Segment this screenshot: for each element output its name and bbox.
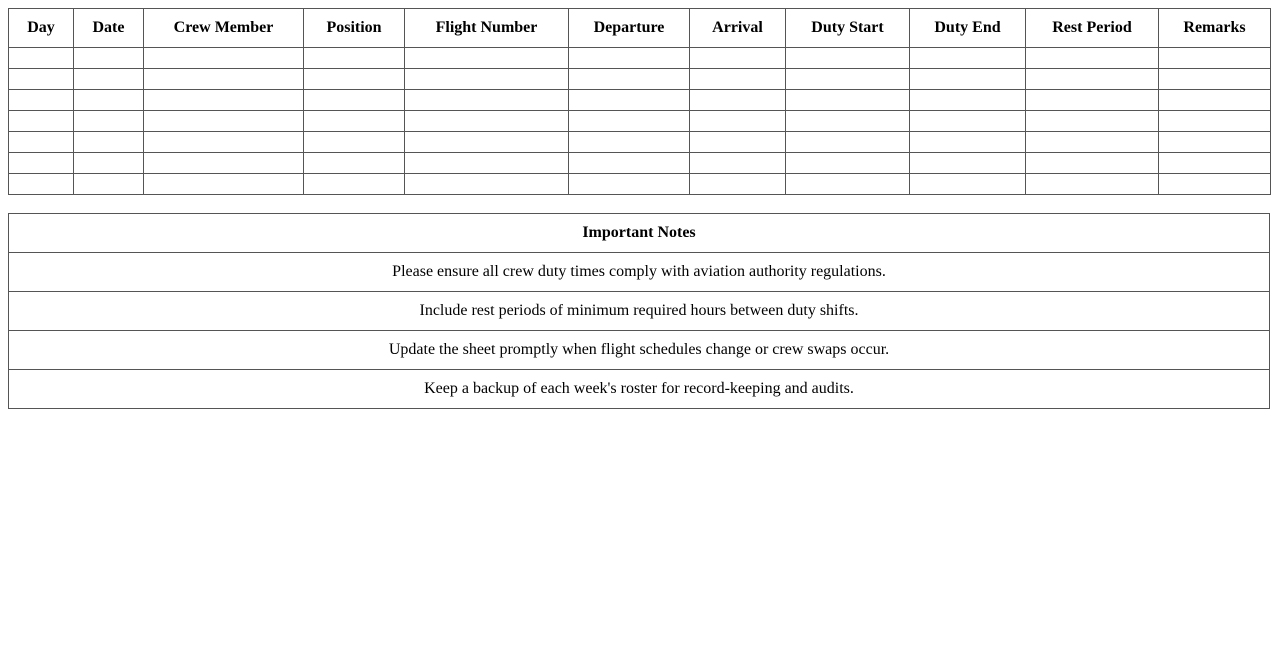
table-cell[interactable] [1159,174,1271,195]
table-cell[interactable] [910,174,1026,195]
table-cell[interactable] [1159,132,1271,153]
table-cell[interactable] [304,48,405,69]
header-duty-end: Duty End [910,9,1026,48]
table-cell[interactable] [74,90,144,111]
table-row [9,132,1271,153]
note-item: Include rest periods of minimum required hours between duty shifts. [9,292,1270,331]
table-cell[interactable] [9,111,74,132]
table-cell[interactable] [144,48,304,69]
table-cell[interactable] [304,174,405,195]
header-rest-period: Rest Period [1026,9,1159,48]
table-cell[interactable] [9,69,74,90]
table-cell[interactable] [304,90,405,111]
table-cell[interactable] [690,69,786,90]
table-cell[interactable] [690,111,786,132]
table-cell[interactable] [786,153,910,174]
table-cell[interactable] [144,90,304,111]
table-cell[interactable] [1026,90,1159,111]
important-notes-table [8,213,1270,409]
header-departure: Departure [569,9,690,48]
table-cell[interactable] [786,69,910,90]
table-cell[interactable] [304,153,405,174]
table-cell[interactable] [690,48,786,69]
table-cell[interactable] [1159,111,1271,132]
table-cell[interactable] [9,153,74,174]
table-cell[interactable] [144,153,304,174]
table-row [9,48,1271,69]
table-cell[interactable] [74,69,144,90]
table-cell[interactable] [569,174,690,195]
table-cell[interactable] [405,111,569,132]
table-cell[interactable] [144,69,304,90]
table-cell[interactable] [144,111,304,132]
header-day: Day [9,9,74,48]
table-cell[interactable] [74,48,144,69]
table-cell[interactable] [690,132,786,153]
roster-body [9,48,1271,195]
note-item: Please ensure all crew duty times comply with aviation authority regulations. [9,253,1270,292]
table-cell[interactable] [786,174,910,195]
table-cell[interactable] [304,132,405,153]
header-position: Position [304,9,405,48]
table-cell[interactable] [910,153,1026,174]
table-cell[interactable] [690,90,786,111]
table-cell[interactable] [1159,90,1271,111]
note-item: Update the sheet promptly when flight schedules change or crew swaps occur. [9,331,1270,370]
table-cell[interactable] [569,90,690,111]
table-cell[interactable] [304,111,405,132]
table-cell[interactable] [569,132,690,153]
table-cell[interactable] [569,111,690,132]
table-row [9,69,1271,90]
table-cell[interactable] [1026,48,1159,69]
table-cell[interactable] [405,90,569,111]
table-cell[interactable] [9,48,74,69]
table-cell[interactable] [1026,153,1159,174]
note-row [9,292,1270,331]
table-cell[interactable] [405,153,569,174]
table-cell[interactable] [1026,132,1159,153]
table-cell[interactable] [405,132,569,153]
table-cell[interactable] [690,174,786,195]
table-cell[interactable] [910,90,1026,111]
table-cell[interactable] [569,153,690,174]
table-cell[interactable] [9,132,74,153]
table-cell[interactable] [9,174,74,195]
table-cell[interactable] [1026,111,1159,132]
header-duty-start: Duty Start [786,9,910,48]
table-cell[interactable] [304,69,405,90]
notes-title: Important Notes [9,214,1270,253]
table-cell[interactable] [1026,69,1159,90]
note-row [9,253,1270,292]
header-remarks: Remarks [1159,9,1271,48]
table-cell[interactable] [74,111,144,132]
table-row [9,90,1271,111]
table-row [9,111,1271,132]
table-cell[interactable] [786,90,910,111]
table-cell[interactable] [74,132,144,153]
note-row [9,370,1270,409]
header-crew-member: Crew Member [144,9,304,48]
table-cell[interactable] [569,69,690,90]
table-row [9,174,1271,195]
note-row [9,331,1270,370]
table-cell[interactable] [786,132,910,153]
table-cell[interactable] [786,111,910,132]
table-cell[interactable] [910,69,1026,90]
table-cell[interactable] [1159,48,1271,69]
table-cell[interactable] [1159,153,1271,174]
table-cell[interactable] [74,153,144,174]
table-row [9,153,1271,174]
table-cell[interactable] [144,132,304,153]
table-cell[interactable] [9,90,74,111]
table-cell[interactable] [910,48,1026,69]
crew-roster-table [8,8,1271,195]
page-content [8,8,1270,409]
notes-title-row [9,214,1270,253]
table-cell[interactable] [1026,174,1159,195]
table-cell[interactable] [1159,69,1271,90]
table-cell[interactable] [405,69,569,90]
table-cell[interactable] [910,111,1026,132]
table-cell[interactable] [405,174,569,195]
header-flight-number: Flight Number [405,9,569,48]
note-item: Keep a backup of each week's roster for record-keeping and audits. [9,370,1270,409]
table-cell[interactable] [910,132,1026,153]
header-date: Date [74,9,144,48]
table-cell[interactable] [74,174,144,195]
table-cell[interactable] [144,174,304,195]
roster-header-row [9,9,1271,48]
table-cell[interactable] [405,48,569,69]
header-arrival: Arrival [690,9,786,48]
table-cell[interactable] [690,153,786,174]
table-cell[interactable] [786,48,910,69]
table-cell[interactable] [569,48,690,69]
